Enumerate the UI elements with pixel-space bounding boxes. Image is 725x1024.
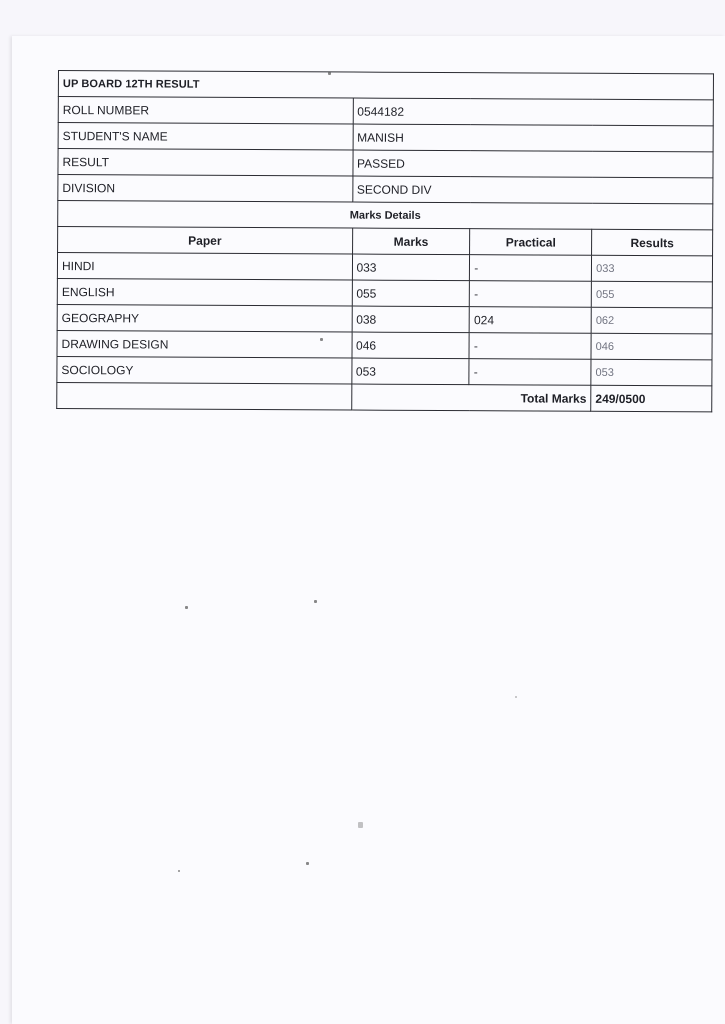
paper-practical: - — [469, 333, 591, 360]
table-row — [57, 330, 712, 359]
result-value: PASSED — [352, 150, 713, 178]
paper-marks: 038 — [352, 306, 470, 333]
total-marks-value: 249/0500 — [591, 385, 712, 412]
total-marks-label: Total Marks — [351, 384, 591, 411]
marks-details-heading: Marks Details — [58, 201, 713, 230]
scan-speck — [328, 72, 331, 75]
empty-cell — [57, 382, 352, 410]
info-label: STUDENT'S NAME — [58, 123, 353, 151]
info-label: RESULT — [58, 149, 353, 177]
paper-result: 033 — [592, 255, 713, 282]
column-header-row — [58, 227, 713, 256]
info-row — [58, 149, 713, 178]
paper-name: SOCIOLOGY — [57, 356, 352, 384]
column-header-marks: Marks — [352, 228, 470, 255]
result-table — [56, 70, 714, 412]
info-label: ROLL NUMBER — [58, 97, 353, 125]
paper-practical: - — [470, 255, 592, 282]
student-name-value: MANISH — [353, 124, 714, 152]
scan-speck — [320, 338, 323, 341]
paper-practical: - — [470, 281, 592, 308]
paper-marks: 055 — [352, 280, 470, 307]
info-row — [58, 175, 713, 204]
total-row — [57, 382, 712, 411]
paper-marks: 033 — [352, 254, 470, 281]
scan-speck — [185, 606, 188, 609]
info-row — [58, 123, 713, 152]
roll-number-value: 0544182 — [353, 98, 714, 126]
table-title: UP BOARD 12TH RESULT — [58, 71, 713, 100]
division-value: SECOND DIV — [352, 176, 713, 204]
paper-name: HINDI — [57, 253, 352, 281]
table-row — [57, 356, 712, 385]
table-row — [57, 304, 712, 333]
table-row — [57, 278, 712, 307]
info-label: DIVISION — [58, 175, 353, 203]
paper-marks: 046 — [352, 332, 470, 359]
paper-practical: 024 — [469, 307, 591, 334]
paper-result: 055 — [591, 281, 712, 308]
scan-speck — [358, 822, 363, 828]
scan-speck — [306, 862, 309, 865]
paper-result: 053 — [591, 359, 712, 386]
paper-name: DRAWING DESIGN — [57, 330, 352, 358]
paper-result: 062 — [591, 307, 712, 334]
section-row — [58, 201, 713, 230]
paper-name: ENGLISH — [57, 278, 352, 306]
scan-speck — [178, 870, 180, 872]
column-header-results: Results — [592, 229, 713, 256]
paper-practical: - — [469, 359, 591, 386]
info-row — [58, 97, 713, 126]
column-header-paper: Paper — [58, 227, 353, 255]
table-row — [57, 253, 712, 282]
paper-result: 046 — [591, 333, 712, 360]
title-row — [58, 71, 713, 100]
scan-speck — [314, 600, 317, 603]
paper-name: GEOGRAPHY — [57, 304, 352, 332]
column-header-practical: Practical — [470, 229, 592, 256]
scan-speck — [515, 696, 517, 698]
paper-marks: 053 — [351, 358, 469, 385]
